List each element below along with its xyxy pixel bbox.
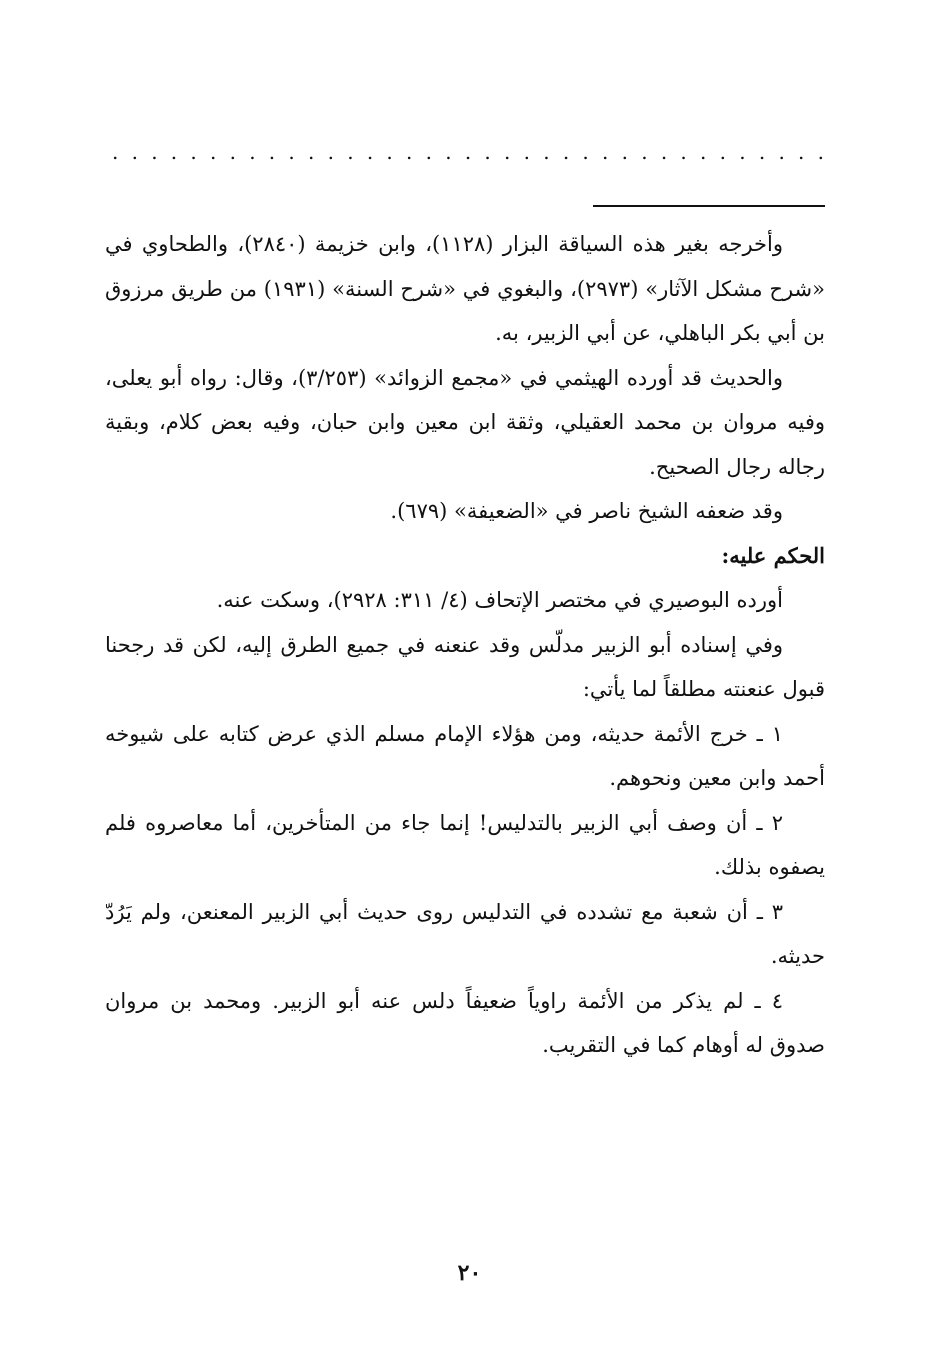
dotted-separator: . . . . . . . . . . . . . . . . . . . . . . . . . . . . . . . . . . . . . bbox=[112, 142, 824, 162]
paragraph-isnad: وفي إسناده أبو الزبير مدلّس وقد عنعنه في جميع الطرق إليه، لكن قد رجحنا قبول عنعنته مطلقاً لما يأتي: bbox=[105, 632, 825, 701]
list-item: ٤ ـ لم يذكر من الأئمة راوياً ضعيفاً دلس عنه أبو الزبير. ومحمد بن مروان صدوق له أوهام كما في التقريب. bbox=[105, 988, 825, 1057]
paragraph-busiri: أورده البوصيري في مختصر الإتحاف (٤/ ٣١١: ٢٩٢٨)، وسكت عنه. bbox=[216, 588, 783, 612]
page-number: ٢٠ bbox=[457, 1260, 482, 1286]
list-item: ٢ ـ أن وصف أبي الزبير بالتدليس! إنما جاء من المتأخرين، أما معاصروه فلم يصفوه بذلك. bbox=[105, 810, 825, 879]
page-body bbox=[105, 222, 825, 1068]
list-item: ٣ ـ أن شعبة مع تشدده في التدليس روى حديث أبي الزبير المعنعن، ولم يَرُدّ حديثه. bbox=[105, 899, 825, 968]
paragraph-albani: وقد ضعفه الشيخ ناصر في «الضعيفة» (٦٧٩). bbox=[390, 499, 783, 523]
footnote-rule bbox=[593, 205, 825, 207]
section-heading-ruling: الحكم عليه: bbox=[721, 542, 825, 568]
paragraph-haythami: والحديث قد أورده الهيثمي في «مجمع الزوائد» (٣/٢٥٣)، وقال: رواه أبو يعلى، وفيه مروان بن محمد العقيلي، وثقة ابن معين وابن حبان، وفيه بعض كلام، وبقية رجاله رجال الصحيح. bbox=[105, 365, 825, 479]
list-item: ١ ـ خرج الأئمة حديثه، ومن هؤلاء الإمام مسلم الذي عرض كتابه على شيوخه أحمد وابن معين ونحوهم. bbox=[105, 721, 825, 790]
paragraph-takhrij: وأخرجه بغير هذه السياقة البزار (١١٢٨)، وابن خزيمة (٢٨٤٠)، والطحاوي في «شرح مشكل الآثار» (٢٩٧٣)، والبغوي في «شرح السنة» (١٩٣١) من طريق مرزوق بن أبي بكر الباهلي، عن أبي الزبير، به. bbox=[105, 232, 825, 345]
